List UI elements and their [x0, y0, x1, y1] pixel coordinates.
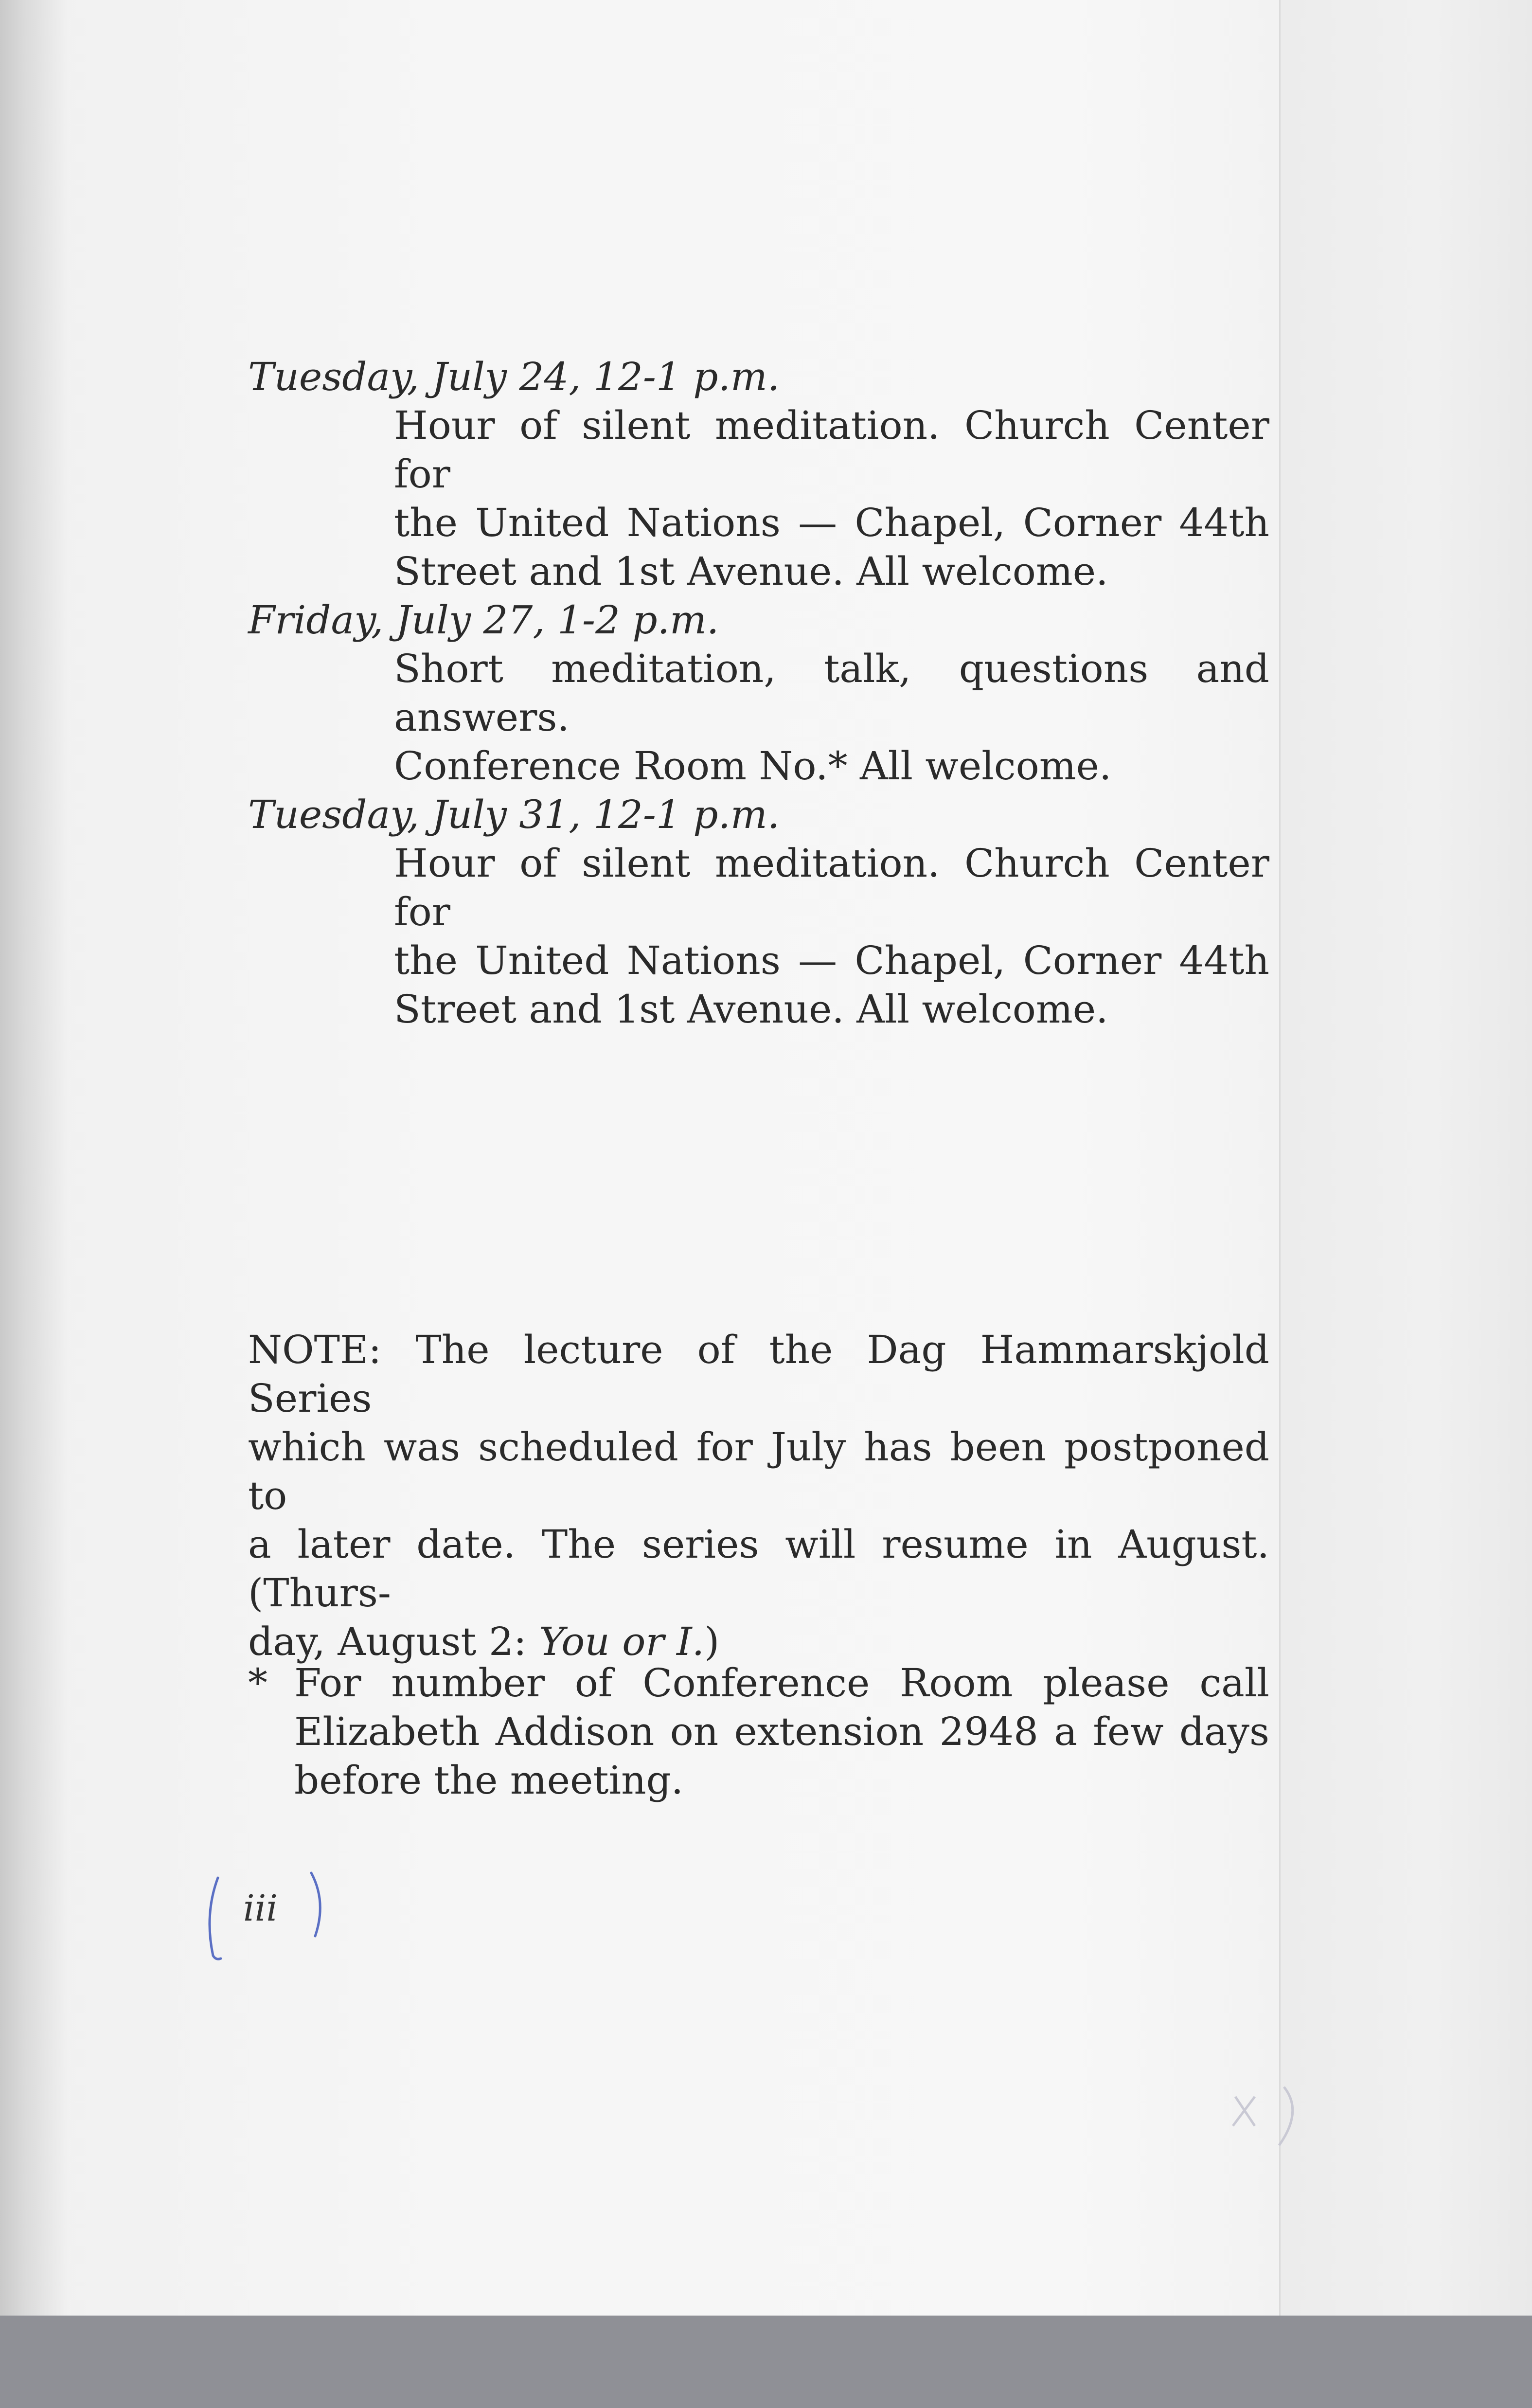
entry-2-date-rest: July 27, 1-2 p.m. [383, 597, 719, 643]
entry-1-line-1: Hour of silent meditation. Church Center for [394, 403, 1269, 497]
entry-1-body [394, 401, 1269, 596]
note-paragraph [248, 1326, 1269, 1666]
entry-3-day: Tuesday, [248, 792, 420, 837]
entry-3-line-3: Street and 1st Avenue. All welcome. [394, 987, 1108, 1032]
footnote-line-3: before the meeting. [294, 1758, 684, 1803]
footnote-line-2: Elizabeth Addison on extension 2948 a few days [294, 1709, 1269, 1754]
entry-3-line-2: the United Nations — Chapel, Corner 44th [394, 938, 1269, 983]
entry-2-line-1: Short meditation, talk, questions and answers. [394, 646, 1269, 740]
entry-3-date [248, 791, 780, 839]
footnote-line-1: For number of Conference Room please call [294, 1660, 1269, 1706]
footnote [248, 1659, 1269, 1805]
note-line-1: NOTE: The lecture of the Dag Hammarskjold Series [248, 1327, 1269, 1421]
entry-3-date-rest: July 31, 12-1 p.m. [419, 792, 780, 837]
entry-2-date [248, 596, 719, 645]
paper-edge-shadow [0, 0, 68, 2316]
entry-1-line-3: Street and 1st Avenue. All welcome. [394, 549, 1108, 594]
entry-2-line-2: Conference Room No.* All welcome. [394, 743, 1112, 789]
paper-fold-line [1279, 0, 1281, 2316]
note-line-2: which was scheduled for July has been postponed to [248, 1424, 1269, 1518]
entry-3-line-1: Hour of silent meditation. Church Center for [394, 841, 1269, 934]
page-number-text: iii [243, 1887, 278, 1929]
paper-right-strip [1281, 0, 1532, 2316]
note-lecture-title: You or I. [539, 1619, 705, 1664]
entry-3-body [394, 839, 1269, 1034]
note-line-4-prefix: day, August 2: [248, 1619, 539, 1664]
entry-1-date-rest: July 24, 12-1 p.m. [419, 354, 780, 399]
note-line-4-suffix: ) [704, 1619, 720, 1664]
note-line-3: a later date. The series will resume in August. (Thurs- [248, 1522, 1269, 1616]
entry-1-date [248, 353, 780, 401]
faint-pencil-marks-icon [1206, 2053, 1352, 2150]
footnote-asterisk: * [248, 1660, 267, 1706]
entry-2-body [394, 645, 1269, 791]
entry-2-day: Friday, [248, 597, 384, 643]
page-number [199, 1868, 340, 1965]
entry-1-day: Tuesday, [248, 354, 420, 399]
entry-1-line-2: the United Nations — Chapel, Corner 44th [394, 500, 1269, 545]
footnote-body [294, 1659, 1269, 1805]
